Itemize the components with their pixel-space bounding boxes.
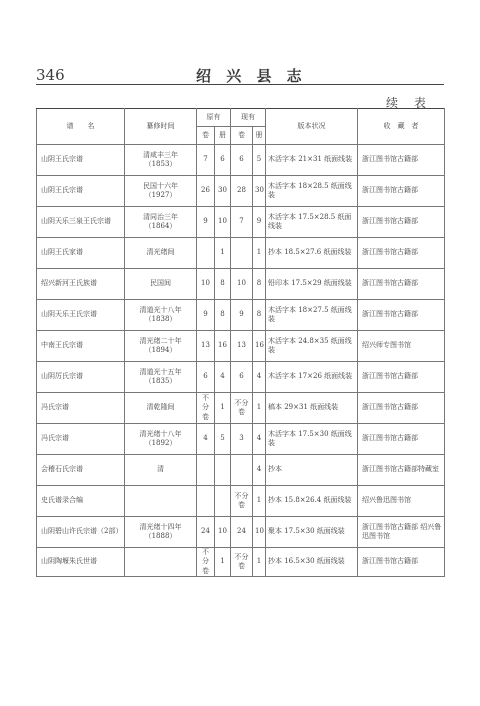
original-ce: 8 bbox=[215, 300, 231, 331]
edition-status: 稿本 29×31 纸面线装 bbox=[266, 393, 358, 424]
current-ce: 5 bbox=[253, 145, 266, 176]
current-ce: 4 bbox=[253, 424, 266, 455]
header-original-ce: 册 bbox=[215, 127, 231, 145]
edition-status: 木活字本 17.5×30 纸面线装 bbox=[266, 424, 358, 455]
original-juan: 9 bbox=[197, 207, 215, 238]
table-row bbox=[37, 424, 445, 455]
compile-time: 清光绪二十年 （1894） bbox=[125, 331, 197, 362]
current-juan: 10 bbox=[231, 269, 253, 300]
compile-time: 清 bbox=[125, 455, 197, 486]
header-original: 原有 bbox=[197, 109, 231, 127]
original-juan: 4 bbox=[197, 424, 215, 455]
genealogy-table bbox=[36, 108, 445, 577]
genealogy-name: 山阴王氏宗谱 bbox=[37, 176, 125, 207]
current-juan: 28 bbox=[231, 176, 253, 207]
genealogy-name: 山阴碧山许氏宗谱（2部） bbox=[37, 517, 125, 548]
current-ce: 1 bbox=[253, 548, 266, 577]
original-ce: 1 bbox=[215, 393, 231, 424]
header-current-juan: 卷 bbox=[231, 127, 253, 145]
holder: 浙江图书馆古籍部 bbox=[358, 238, 445, 269]
table-row bbox=[37, 300, 445, 331]
genealogy-name: 冯氏宗谱 bbox=[37, 393, 125, 424]
current-juan: 7 bbox=[231, 207, 253, 238]
original-ce: 6 bbox=[215, 145, 231, 176]
original-juan: 10 bbox=[197, 269, 215, 300]
table-row bbox=[37, 176, 445, 207]
edition-status: 木活字本 18×28.5 纸面线装 bbox=[266, 176, 358, 207]
original-juan bbox=[197, 455, 215, 486]
holder: 浙江图书馆古籍部 bbox=[358, 424, 445, 455]
original-juan bbox=[197, 486, 215, 517]
holder: 浙江图书馆古籍部 bbox=[358, 300, 445, 331]
current-ce: 9 bbox=[253, 207, 266, 238]
holder: 浙江图书馆古籍部 bbox=[358, 393, 445, 424]
compile-time: 清道光十八年 （1838） bbox=[125, 300, 197, 331]
genealogy-name: 山阴陶堰朱氏世谱 bbox=[37, 548, 125, 577]
table-row bbox=[37, 393, 445, 424]
table-row bbox=[37, 331, 445, 362]
current-juan: 不分卷 bbox=[231, 548, 253, 577]
header-rule bbox=[36, 84, 444, 85]
compile-time: 清同治三年 （1864） bbox=[125, 207, 197, 238]
header-compiled: 纂修时间 bbox=[125, 109, 197, 145]
header-edition: 版本状况 bbox=[266, 109, 358, 145]
edition-status: 抄本 16.5×30 纸面线装 bbox=[266, 548, 358, 577]
holder: 浙江图书馆古籍部 bbox=[358, 207, 445, 238]
header-current-ce: 册 bbox=[253, 127, 266, 145]
compile-time bbox=[125, 548, 197, 577]
genealogy-name: 绍兴新河王氏族谱 bbox=[37, 269, 125, 300]
original-juan bbox=[197, 238, 215, 269]
compile-time: 清光绪间 bbox=[125, 238, 197, 269]
holder: 浙江图书馆古籍部 bbox=[358, 145, 445, 176]
original-ce: 5 bbox=[215, 424, 231, 455]
edition-status: 木活字本 21×31 纸面线装 bbox=[266, 145, 358, 176]
original-juan: 不分卷 bbox=[197, 548, 215, 577]
current-ce: 8 bbox=[253, 269, 266, 300]
current-juan: 6 bbox=[231, 145, 253, 176]
current-juan: 6 bbox=[231, 362, 253, 393]
current-juan bbox=[231, 455, 253, 486]
original-ce: 1 bbox=[215, 548, 231, 577]
table-row bbox=[37, 145, 445, 176]
original-juan: 9 bbox=[197, 300, 215, 331]
table-row bbox=[37, 238, 445, 269]
genealogy-name: 中南王氏宗谱 bbox=[37, 331, 125, 362]
edition-status: 抄本 15.8×26.4 纸面线装 bbox=[266, 486, 358, 517]
original-ce: 10 bbox=[215, 207, 231, 238]
original-ce: 1 bbox=[215, 238, 231, 269]
current-ce: 1 bbox=[253, 393, 266, 424]
edition-status: 木活字本 18×27.5 纸面线装 bbox=[266, 300, 358, 331]
edition-status: 木活字本 17×26 纸面线装 bbox=[266, 362, 358, 393]
original-ce bbox=[215, 486, 231, 517]
edition-status: 木活字本 24.8×35 纸面线装 bbox=[266, 331, 358, 362]
compile-time: 民国十六年 （1927） bbox=[125, 176, 197, 207]
header-original-juan: 卷 bbox=[197, 127, 215, 145]
current-juan: 9 bbox=[231, 300, 253, 331]
current-juan: 不分卷 bbox=[231, 393, 253, 424]
holder: 浙江图书馆古籍部 bbox=[358, 176, 445, 207]
edition-status: 木活字本 17.5×28.5 纸面线装 bbox=[266, 207, 358, 238]
table-row bbox=[37, 517, 445, 548]
holder: 浙江图书馆古籍部 bbox=[358, 269, 445, 300]
genealogy-name: 山阴天乐王氏宗谱 bbox=[37, 300, 125, 331]
original-juan: 6 bbox=[197, 362, 215, 393]
holder: 浙江图书馆古籍部 绍兴鲁迅图书馆 bbox=[358, 517, 445, 548]
current-juan: 24 bbox=[231, 517, 253, 548]
current-juan: 3 bbox=[231, 424, 253, 455]
page-number: 346 bbox=[36, 66, 65, 84]
current-ce: 1 bbox=[253, 238, 266, 269]
compile-time: 清光绪十四年 （1888） bbox=[125, 517, 197, 548]
table-row bbox=[37, 455, 445, 486]
original-juan: 7 bbox=[197, 145, 215, 176]
genealogy-name: 冯氏宗谱 bbox=[37, 424, 125, 455]
header-holder: 收 藏 者 bbox=[358, 109, 445, 145]
current-ce: 30 bbox=[253, 176, 266, 207]
genealogy-name: 山阴王氏宗谱 bbox=[37, 145, 125, 176]
genealogy-name: 会稽石氏宗谱 bbox=[37, 455, 125, 486]
current-juan bbox=[231, 238, 253, 269]
current-ce: 10 bbox=[253, 517, 266, 548]
original-ce: 10 bbox=[215, 517, 231, 548]
edition-status: 抄本 18.5×27.6 纸面线装 bbox=[266, 238, 358, 269]
table-row bbox=[37, 486, 445, 517]
original-ce: 30 bbox=[215, 176, 231, 207]
table-row bbox=[37, 269, 445, 300]
book-title: 绍 兴 县 志 bbox=[196, 67, 307, 85]
compile-time: 清道光十五年 （1835） bbox=[125, 362, 197, 393]
holder: 浙江图书馆古籍部特藏室 bbox=[358, 455, 445, 486]
original-ce: 4 bbox=[215, 362, 231, 393]
current-ce: 16 bbox=[253, 331, 266, 362]
edition-status: 铅印本 17.5×29 纸面线装 bbox=[266, 269, 358, 300]
edition-status: 聚本 17.5×30 纸面线装 bbox=[266, 517, 358, 548]
compile-time: 清光绪十八年 （1892） bbox=[125, 424, 197, 455]
table-row bbox=[37, 548, 445, 577]
compile-time bbox=[125, 486, 197, 517]
holder: 浙江图书馆古籍部 bbox=[358, 362, 445, 393]
table-row bbox=[37, 362, 445, 393]
genealogy-name: 山阴王氏家谱 bbox=[37, 238, 125, 269]
original-ce: 8 bbox=[215, 269, 231, 300]
genealogy-name: 史氏谱录合编 bbox=[37, 486, 125, 517]
genealogy-name: 山阴天乐三泉王氏宗谱 bbox=[37, 207, 125, 238]
original-juan: 26 bbox=[197, 176, 215, 207]
original-juan: 13 bbox=[197, 331, 215, 362]
header-current: 现有 bbox=[231, 109, 266, 127]
table-row bbox=[37, 207, 445, 238]
compile-time: 民国间 bbox=[125, 269, 197, 300]
holder: 绍兴师专图书馆 bbox=[358, 331, 445, 362]
current-ce: 4 bbox=[253, 455, 266, 486]
current-juan: 不分卷 bbox=[231, 486, 253, 517]
original-juan: 24 bbox=[197, 517, 215, 548]
genealogy-name: 山阴厉氏宗谱 bbox=[37, 362, 125, 393]
original-ce: 16 bbox=[215, 331, 231, 362]
header-name: 谱 名 bbox=[37, 109, 125, 145]
continued-label: 续 表 bbox=[386, 96, 432, 110]
current-ce: 4 bbox=[253, 362, 266, 393]
compile-time: 清咸丰三年 （1853） bbox=[125, 145, 197, 176]
current-juan: 13 bbox=[231, 331, 253, 362]
edition-status: 抄本 bbox=[266, 455, 358, 486]
original-juan: 不分卷 bbox=[197, 393, 215, 424]
holder: 绍兴鲁迅图书馆 bbox=[358, 486, 445, 517]
original-ce bbox=[215, 455, 231, 486]
compile-time: 清乾隆间 bbox=[125, 393, 197, 424]
current-ce: 8 bbox=[253, 300, 266, 331]
current-ce: 1 bbox=[253, 486, 266, 517]
holder: 浙江图书馆古籍部 bbox=[358, 548, 445, 577]
